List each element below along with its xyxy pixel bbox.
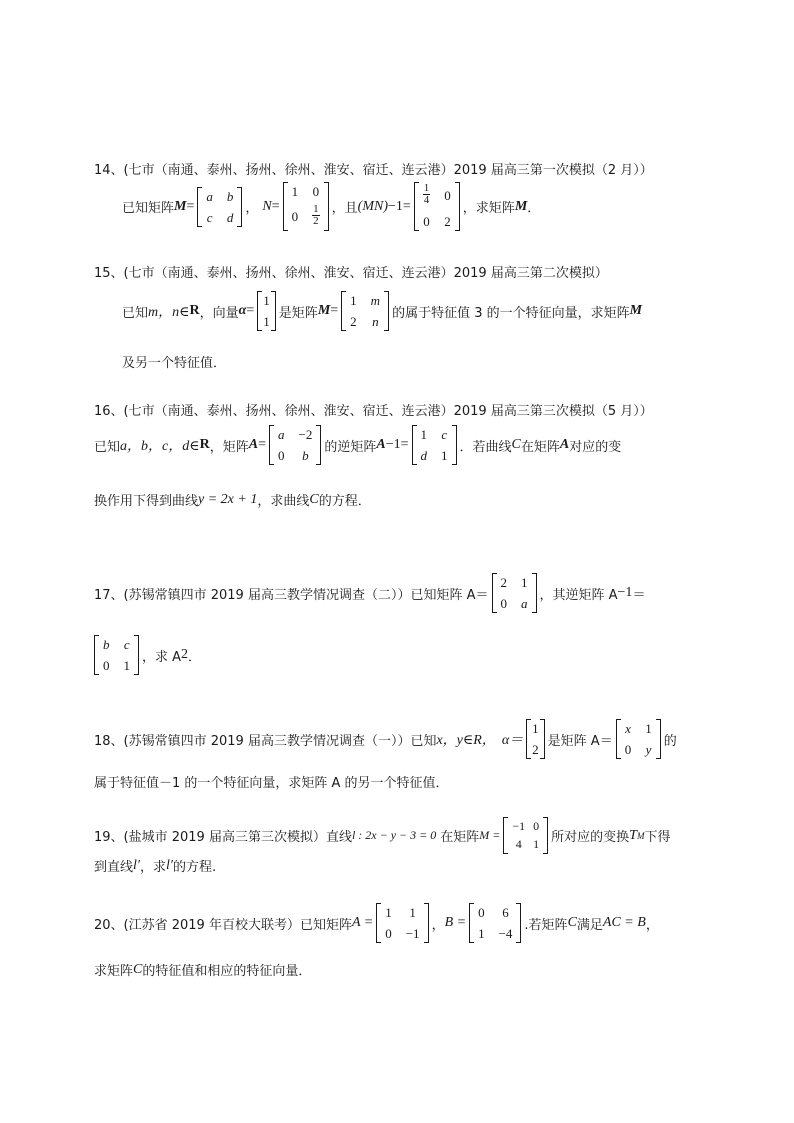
matrix-cell: 4 [515,837,522,851]
text: ，其逆矩阵 A [539,587,618,603]
problem-20-line2 [94,960,311,979]
matrix-name: C [133,961,143,977]
matrix-name: M [174,198,187,214]
text: ，向量 [199,305,239,321]
matrix-cell: 2 [350,314,357,329]
text: 18、(苏锡常镇四市 2019 届高三教学情况调查（一））已知 [94,733,437,749]
inverse-exponent: −1 [617,585,633,600]
problem-17-line2 [94,636,201,674]
line-name: l′ [133,857,140,873]
matrix-cell: 0 [291,209,299,224]
matrix-cell: n [372,314,379,329]
curve-name: C [511,437,521,452]
text: 是矩阵 [278,305,318,321]
matrix-cell: 1 [385,905,392,920]
matrix-name: A [248,437,259,452]
matrix-cell: 0 [277,448,285,463]
matrix-cell: 2 [444,214,451,229]
problem-19-line2 [94,856,216,875]
line-equation: l : 2x − y − 3 = 0 [351,828,437,842]
text: ＝ [632,587,646,603]
matrix-A [492,574,537,612]
text: ． [188,649,202,665]
matrix-cell: 1 [350,293,357,308]
matrix-A-inverse [412,426,457,464]
matrix-cell: 1 [263,314,270,329]
matrix-name: A = [351,915,374,930]
matrix-cell: a [521,596,528,611]
matrix-cell: c [441,427,448,442]
text: 19、(盐城市 2019 届高三第三次模拟）直线 [94,830,352,845]
denominator: 2 [313,215,319,227]
matrix-cell: 1 [521,575,528,590]
matrix-cell: 1 [645,721,652,736]
problem-16-source: 16、(七市（南通、泰州、扬州、徐州、淮安、宿迁、连云港）2019 届高三第三次模拟（5 月）） [94,404,653,419]
matrix-name: M [629,303,643,318]
text: 已知 [94,439,121,455]
text: 到直线 [94,860,134,875]
problem-15-source: 15、(七市（南通、泰州、扬州、徐州、淮安、宿迁、连云港）2019 届高三第二次模拟） [94,266,608,281]
matrix-M [503,818,548,853]
matrix-name: N [262,198,272,214]
text: 在矩阵 [520,439,560,455]
matrix-cell: y [645,742,652,757]
matrix-M [197,188,242,226]
matrix-cell: 1 [420,427,427,442]
matrix-cell: −2 [298,427,313,442]
matrix-cell: c [206,209,213,225]
text: 的特征值和相应的特征向量． [142,964,312,979]
problem-15-body: 已知 m，n∈ R ，向量 α = 1 1 是矩阵 M = 1 m 2 n 的属于特征值 3 的一个特征向量，求矩阵 M [122,293,643,329]
equals-sign: = [402,198,411,214]
curve-equation: y = 2x + 1 [198,491,258,507]
line-name: l′ [165,857,173,873]
text: 的 [663,733,677,749]
matrix-cell: 0 [385,926,392,941]
text: 及另一个特征值． [122,356,227,371]
matrix-cell: b [302,448,309,463]
problem-15-header [94,262,608,281]
matrix-MN-inverse [414,183,460,230]
text: 的逆矩阵 [324,439,377,455]
problem-19-body [94,818,670,853]
separator: ， [245,201,259,216]
curve-name: C [309,491,319,507]
matrix-cell: 1 [532,721,539,736]
text: 17、(苏锡常镇四市 2019 届高三教学情况调查（二））已知矩阵 A＝ [94,587,489,603]
text: 满足 [576,917,603,933]
real-set: R [189,303,200,318]
problem-18-line2 [94,772,449,791]
matrix-name: M = [479,828,501,842]
matrix-name: C [567,915,577,930]
real-set: R [199,437,210,452]
text: 下得 [644,830,671,845]
matrix-cell: 0 [444,188,451,203]
matrix-name: A [559,437,570,452]
separator: ， [431,917,445,933]
text: ，且 [331,201,358,216]
text: .若矩阵 [524,917,568,933]
matrix-cell: −4 [498,926,513,941]
matrix-equation: AC = B [602,915,646,930]
text: 已知矩阵 [122,201,175,216]
matrix-cell: a [277,427,285,442]
text: 所对应的变换 [551,830,630,845]
numerator: 1 [313,203,319,215]
matrix-cell: 0 [423,214,430,229]
matrix-B [469,904,521,942]
matrix-cell: m [370,293,381,308]
transform-name: T [629,827,637,843]
variables: x，y∈R， [436,733,496,748]
text: ，求 [139,860,166,875]
problem-18-body [94,720,677,758]
text: ， [645,917,659,933]
problem-20-body [94,904,659,942]
matrix-N [283,183,329,230]
text: 换作用下得到曲线 [94,494,199,509]
matrix-cell: 2 [500,575,507,590]
numerator: 1 [423,182,430,194]
matrix-cell: 2 [532,742,539,757]
text: 的方程. [172,860,217,875]
variables: m，n∈ [148,305,190,320]
text: ，求矩阵 [462,201,515,216]
problem-16-header [94,400,653,419]
matrix-cell: 1 [441,448,448,463]
inverse-exponent: −1 [385,437,401,452]
vector-alpha-matrix [257,292,276,330]
matrix-cell: 0 [103,658,110,673]
variables: a，b，c，d∈ [120,439,200,454]
matrix-cell: 0 [478,905,485,920]
denominator: 4 [423,194,430,206]
product-MN: (MN) [357,198,388,214]
text: 是矩阵 A＝ [547,733,613,749]
text: 的属于特征值 3 的一个特征向量，求矩阵 [392,305,630,321]
period: ． [527,201,541,216]
text: 对应的变 [569,439,622,455]
vector-alpha: α＝ [501,733,524,748]
matrix-cell: −1 [405,926,420,941]
matrix-M [341,292,389,330]
equals-sign: = [186,198,195,214]
matrix-A [616,720,661,758]
text: ，求曲线 [257,494,310,509]
matrix-cell: b [226,188,234,204]
problem-15-line2 [122,352,226,371]
text: 的方程． [318,494,371,509]
text: 属于特征值－1 的一个特征向量，求矩阵 A 的另一个特征值． [94,776,449,791]
matrix-cell: 1 [263,293,270,308]
matrix-cell: 0 [312,184,320,199]
matrix-A-inverse [94,636,139,674]
fraction [312,204,320,230]
matrix-cell: 0 [624,742,632,757]
problem-14-body [122,183,540,230]
matrix-cell: 0 [533,819,540,833]
matrix-cell: 0 [500,596,507,611]
matrix-name: M [317,303,331,318]
problem-16-body: 已知 a，b，c，d∈ R ，矩阵 A = a −2 0 b 的逆矩阵 A −1 = 1 c d 1 ．若曲线 C 在矩阵 A 对应的变 [94,427,622,463]
equals-sign: = [271,198,280,214]
matrix-name: M [514,198,528,214]
text: ，求 A [142,649,182,665]
matrix-cell: d [226,209,234,225]
matrix-cell: c [123,637,130,652]
matrix-cell: b [103,637,110,652]
matrix-cell: x [625,721,631,736]
square-exponent: 2 [181,647,189,662]
matrix-cell: 1 [478,926,485,941]
problem-17-body [94,574,645,612]
matrix-cell: 1 [533,837,540,851]
text: 求矩阵 [94,964,134,979]
text: 已知 [122,305,149,321]
inverse-exponent: −1 [387,198,403,214]
matrix-cell: 6 [502,905,509,920]
matrix-cell: 1 [409,905,416,920]
transform-subscript: M [636,830,645,841]
matrix-name: A [376,437,386,452]
matrix-name: B = [444,915,467,930]
problem-14-header [94,159,653,178]
text: 20、(江苏省 2019 年百校大联考）已知矩阵 [94,917,352,933]
problem-16-line2 [94,490,371,509]
text: ，矩阵 [209,439,249,455]
matrix-A [376,904,428,942]
matrix-cell: d [420,448,427,463]
vector-alpha: α [238,303,247,318]
matrix-cell: 1 [123,658,130,673]
problem-14-source: 14、(七市（南通、泰州、扬州、徐州、淮安、宿迁、连云港）2019 届高三第一次模拟（2 月）） [94,163,653,178]
matrix-cell: −1 [512,819,526,833]
matrix-cell: a [206,188,213,204]
text: 在矩阵 [440,830,480,845]
matrix-A [269,426,321,464]
vector-alpha-matrix [526,720,545,758]
text: ．若曲线 [459,439,512,455]
matrix-cell: 1 [291,184,299,199]
fraction [423,183,431,209]
